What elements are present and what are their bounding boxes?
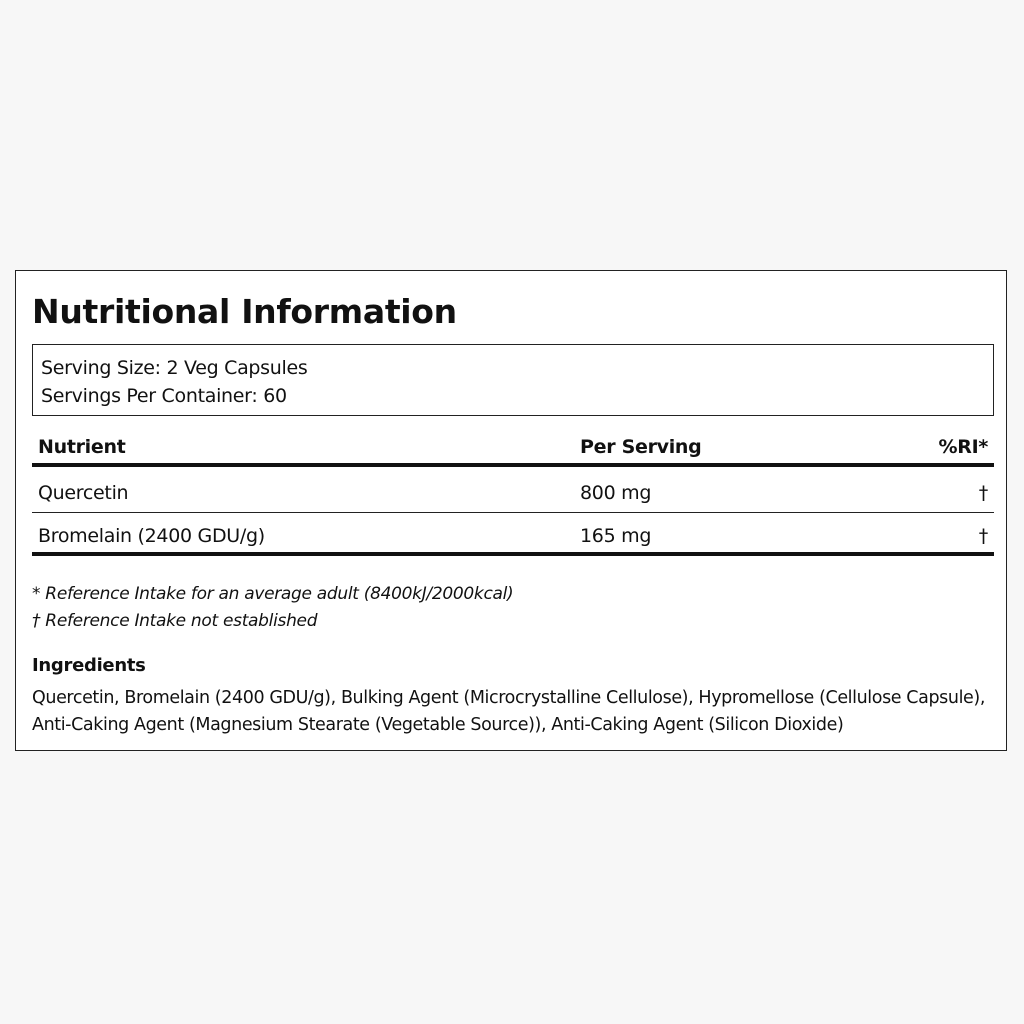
nutrient-table [32,431,994,556]
header-ri: %RI* [938,436,988,458]
nutrient-amount: 165 mg [580,524,652,547]
nutrient-name: Bromelain (2400 GDU/g) [38,524,265,547]
footnote-reference-intake: * Reference Intake for an average adult (8400kJ/2000kcal) [32,584,514,604]
header-per-serving: Per Serving [580,436,702,458]
serving-size: Serving Size: 2 Veg Capsules [41,357,308,379]
nutrient-ri: † [978,481,988,504]
label-title: Nutritional Information [32,292,457,331]
nutrition-label-panel [15,270,1007,751]
nutrient-name: Quercetin [38,481,129,504]
nutrient-ri: † [978,524,988,547]
table-row [32,513,994,556]
nutrient-amount: 800 mg [580,481,652,504]
serving-info-box [32,344,994,416]
table-row [32,467,994,513]
footnotes [32,581,513,635]
servings-per-container: Servings Per Container: 60 [41,385,287,407]
header-nutrient: Nutrient [38,436,126,458]
table-header-row [32,431,994,467]
ingredients-text: Quercetin, Bromelain (2400 GDU/g), Bulking Agent (Microcrystalline Cellulose), Hypromellose (Cellulose Capsule), Anti-Caking Agent (Magnesium Stearate (Vegetable Source)), Anti-Caking Agent (Silicon Dioxide) [32,688,985,735]
footnote-not-established: † Reference Intake not established [32,611,318,631]
ingredients-heading: Ingredients [32,655,146,676]
